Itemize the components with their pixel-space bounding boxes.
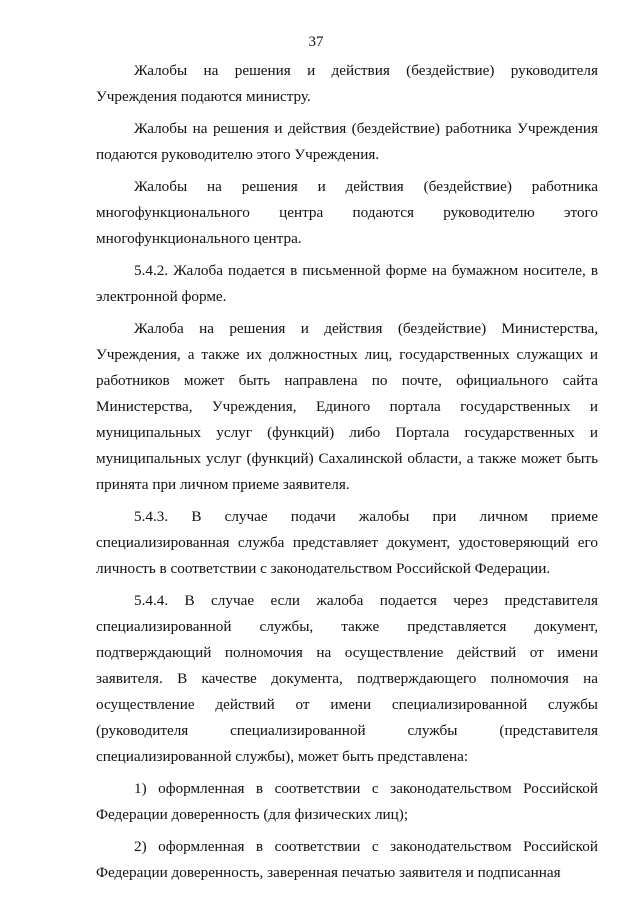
paragraph-5-4-3: 5.4.3. В случае подачи жалобы при личном приеме специализированная служба представляет документ, удостоверяющий его личность в соответствии с законодательством Российской Федерации. <box>96 508 598 577</box>
paragraph-complaint-head: Жалобы на решения и действия (бездействие) руководителя Учреждения подаются министру. <box>96 62 598 105</box>
paragraph-complaint-employee: Жалобы на решения и действия (бездействие) работника Учреждения подаются руководителю этого Учреждения. <box>96 120 598 163</box>
paragraph-item-2: 2) оформленная в соответствии с законодательством Российской Федерации доверенность, заверенная печатью заявителя и подписанная <box>96 838 598 881</box>
paragraph-5-4-2: 5.4.2. Жалоба подается в письменной форме на бумажном носителе, в электронной форме. <box>96 262 598 305</box>
paragraph-complaint-mfc: Жалобы на решения и действия (бездействие) работника многофункционального центра подаются руководителю этого многофункционального центра. <box>96 178 598 247</box>
paragraph-complaint-channels: Жалоба на решения и действия (бездействие) Министерства, Учреждения, а также их должностных лиц, государственных служащих и работников может быть направлена по почте, официального сайта Министерства, Учреждения, Единого портала государственных и муниципальных услуг (функций) либо Портала государственных и муниципальных услуг (функций) Сахалинской области, а также может быть принята при личном приеме заявителя. <box>96 320 598 493</box>
page-number: 37 <box>308 34 324 50</box>
document-body <box>96 58 598 886</box>
paragraph-5-4-4: 5.4.4. В случае если жалоба подается через представителя специализированной службы, также представляется документ, подтверждающий полномочия на осуществление действий от имени заявителя. В качестве документа, подтверждающего полномочия на осуществление действий от имени специализированной службы (руководителя специализированной службы (представителя специализированной службы), может быть представлена: <box>96 592 598 765</box>
paragraph-item-1: 1) оформленная в соответствии с законодательством Российской Федерации доверенность (для физических лиц); <box>96 780 598 823</box>
